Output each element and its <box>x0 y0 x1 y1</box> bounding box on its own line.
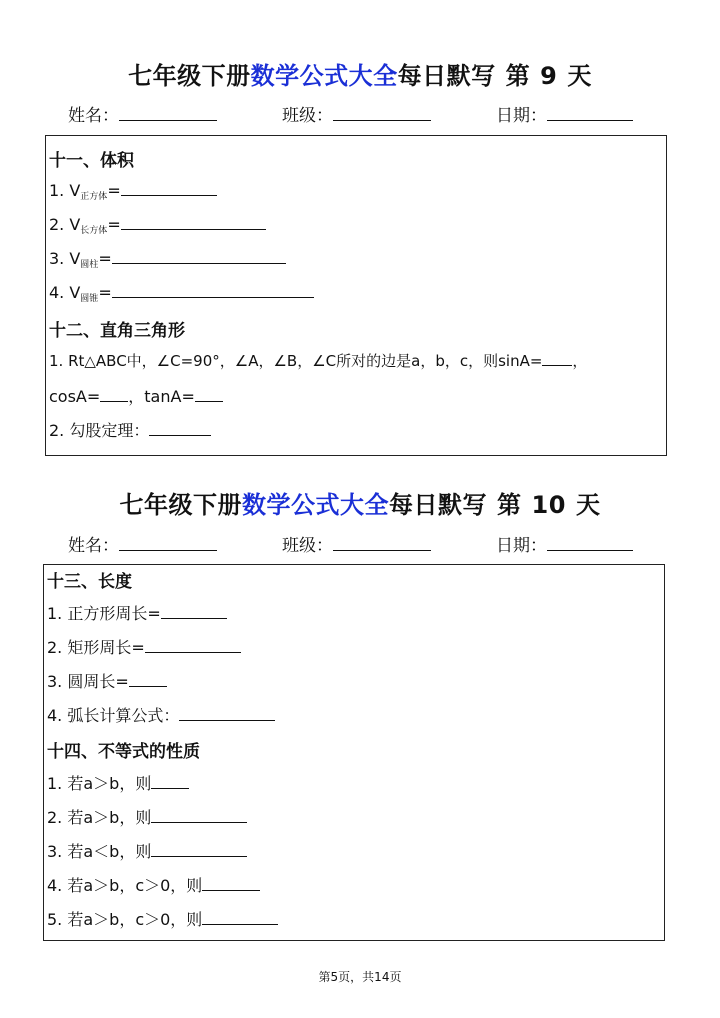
day-prefix: 第 <box>497 491 522 519</box>
answer-blank[interactable] <box>542 351 572 366</box>
answer-blank[interactable] <box>202 910 278 925</box>
answer-blank[interactable] <box>100 387 128 402</box>
name-field[interactable]: 姓名： <box>68 531 217 556</box>
day-number: 10 <box>531 491 566 519</box>
section-heading: 十三、长度 <box>47 572 132 592</box>
answer-blank[interactable] <box>129 672 167 687</box>
answer-blank[interactable] <box>202 876 260 891</box>
answer-blank[interactable] <box>195 387 223 402</box>
sheet2-box <box>43 564 665 941</box>
volume-cube: 1. $V_{正方体}=$ <box>49 181 217 202</box>
length-square: 1. 正方形周长= <box>47 601 227 624</box>
title-prefix: 七年级下册 <box>128 62 251 90</box>
page-footer: 第5页，共14页 <box>318 970 402 984</box>
answer-blank[interactable] <box>112 249 286 264</box>
title-prefix: 七年级下册 <box>119 491 243 519</box>
title-suffix: 每日默写 <box>389 491 488 519</box>
day-number: 9 <box>540 62 558 90</box>
title-highlight: 数学公式大全 <box>242 491 390 519</box>
length-circle: 3. 圆周长= <box>47 669 167 692</box>
class-blank[interactable] <box>333 104 431 121</box>
inequality-3: 3. 若a＜b，则 <box>47 839 247 862</box>
section-heading: 十四、不等式的性质 <box>47 742 200 762</box>
inequality-1: 1. 若a＞b，则 <box>47 771 189 794</box>
answer-blank[interactable] <box>145 638 241 653</box>
section-heading: 十一、体积 <box>49 151 134 171</box>
sheet2-title <box>0 485 720 520</box>
trig-question: 1. Rt△ABC中，∠C=90°，∠A，∠B，∠C所对的边是a，b，c，则sinA= ， <box>49 352 588 370</box>
date-field[interactable]: 日期： <box>496 531 633 556</box>
section-heading: 十二、直角三角形 <box>49 321 185 341</box>
date-field[interactable]: 日期： <box>496 101 633 126</box>
sheet1-box <box>45 135 667 456</box>
volume-cone: 4. $V_{圆锥}=$ <box>49 283 314 304</box>
answer-blank[interactable] <box>112 283 314 298</box>
answer-blank[interactable] <box>151 842 247 857</box>
name-field[interactable]: 姓名： <box>68 101 217 126</box>
day-suffix: 天 <box>567 62 592 90</box>
date-blank[interactable] <box>547 534 633 551</box>
volume-cylinder: 3. $V_{圆柱}=$ <box>49 249 286 270</box>
trig-question-cont: cosA= ，tanA= <box>49 384 223 407</box>
answer-blank[interactable] <box>151 808 247 823</box>
inequality-4: 4. 若a＞b，c＞0，则 <box>47 873 260 896</box>
volume-cuboid: 2. $V_{长方体}=$ <box>49 215 266 236</box>
pythagorean-question: 2. 勾股定理： <box>49 418 211 441</box>
length-rectangle: 2. 矩形周长= <box>47 635 241 658</box>
day-prefix: 第 <box>505 62 531 90</box>
inequality-5: 5. 若a＞b，c＞0，则 <box>47 907 278 930</box>
name-blank[interactable] <box>119 534 217 551</box>
date-blank[interactable] <box>547 104 633 121</box>
answer-blank[interactable] <box>121 215 266 230</box>
answer-blank[interactable] <box>179 706 275 721</box>
sheet1-title <box>0 56 720 91</box>
answer-blank[interactable] <box>161 604 227 619</box>
name-blank[interactable] <box>119 104 217 121</box>
class-field[interactable]: 班级： <box>282 101 431 126</box>
day-suffix: 天 <box>575 491 601 519</box>
class-field[interactable]: 班级： <box>282 531 431 556</box>
length-arc: 4. 弧长计算公式： <box>47 703 275 726</box>
answer-blank[interactable] <box>151 774 189 789</box>
title-suffix: 每日默写 <box>397 62 496 90</box>
class-blank[interactable] <box>333 534 431 551</box>
title-highlight: 数学公式大全 <box>250 62 398 90</box>
answer-blank[interactable] <box>149 421 211 436</box>
inequality-2: 2. 若a＞b，则 <box>47 805 247 828</box>
answer-blank[interactable] <box>121 181 217 196</box>
